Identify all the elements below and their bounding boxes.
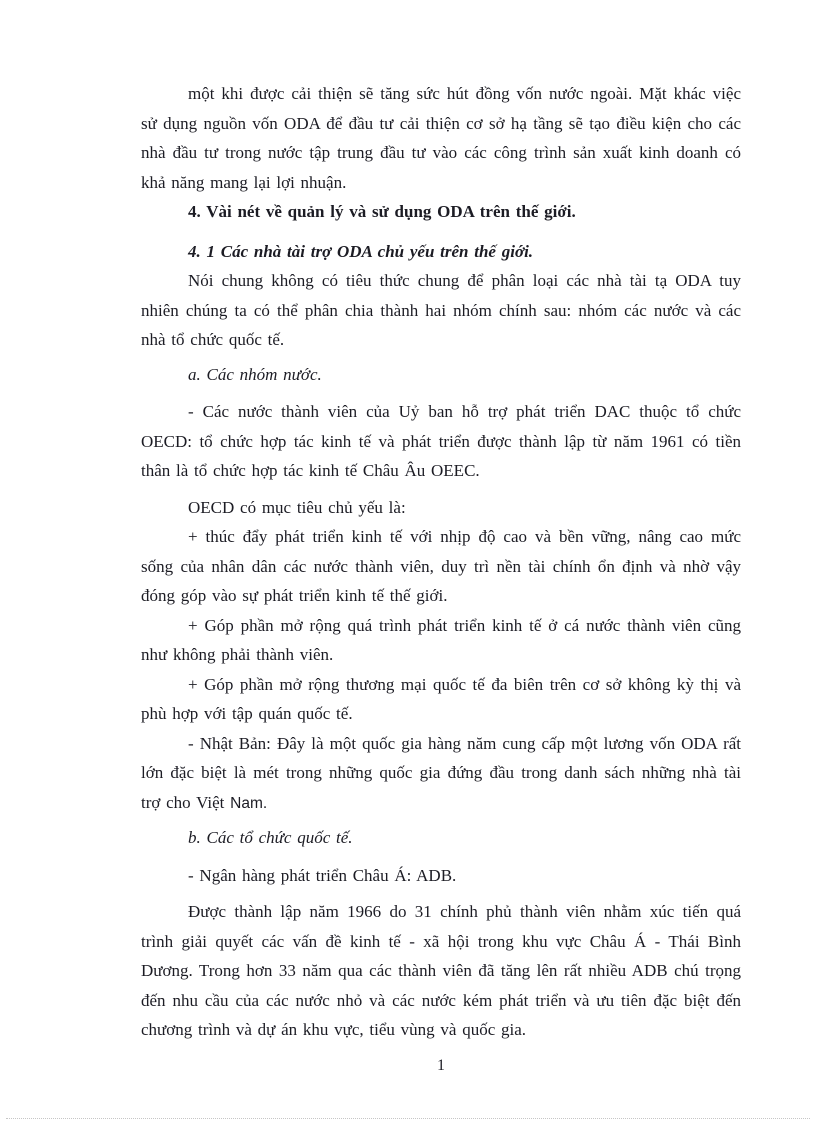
subheading-b-international-orgs: b. Các tổ chức quốc tế.	[188, 828, 353, 847]
paragraph-dac-oecd: - Các nước thành viên của Uỷ ban hỗ trợ phát triển DAC thuộc tổ chức OECD: tổ chức hợp tác kinh tế và phát triển được thành lập từ năm 1961 có tiền thân là tổ chức hợp tác kinh tế Châu Âu OEEC.	[141, 402, 741, 480]
page-number: 1	[437, 1057, 445, 1074]
page-body	[141, 79, 741, 1045]
paragraph-oecd-goal-3: + Góp phần mở rộng thương mại quốc tế đa biên trên cơ sở không kỳ thị và phù hợp với tập quán quốc tế.	[141, 674, 741, 723]
paragraph-intro: một khi được cải thiện sẽ tăng sức hút đồng vốn nước ngoài. Mặt khác việc sử dụng nguồn vốn ODA để đầu tư cải thiện cơ sở hạ tầng sẽ tạo điều kiện cho các nhà đầu tư trong nước tập trung đầu tư vào các công trình sản xuất kinh doanh có khả năng mang lại lợi nhuận.	[141, 84, 741, 192]
paragraph-oecd-goal-1: + thúc đẩy phát triển kinh tế với nhịp độ cao và bền vững, nâng cao mức sống của nhân dân các nước thành viên, duy trì nền tài chính ổn định và nhờ vậy đóng góp vào sự phát triển kinh tế thế giới.	[141, 527, 741, 605]
paragraph-classification: Nói chung không có tiêu thức chung để phân loại các nhà tài tạ ODA tuy nhiên chúng ta có thể phân chia thành hai nhóm chính sau: nhóm các nước và các nhà tổ chức quốc tế.	[141, 271, 741, 349]
paragraph-oecd-goals-lead: OECD có mục tiêu chủ yếu là:	[188, 497, 406, 517]
paragraph-japan-suffix: Nam.	[230, 794, 268, 812]
paragraph-japan	[141, 729, 741, 819]
paragraph-japan-text: - Nhật Bản: Đây là một quốc gia hàng năm cung cấp một lương vốn ODA rất lớn đặc biệt là mét trong những quốc gia đứng đầu trong danh sách những nhà tài trợ cho Việt	[141, 733, 741, 812]
paragraph-adb-detail: Được thành lập năm 1966 do 31 chính phủ thành viên nhằm xúc tiến quá trình giải quyết các vấn đề kinh tế - xã hội trong khu vực Châu Á - Thái Bình Dương. Trong hơn 33 năm qua các thành viên đã tăng lên rất nhiều ADB chú trọng đến nhu cầu của các nước nhỏ và các nước kém phát triển và ưu tiên đặc biệt đến chương trình và dự án khu vực, tiểu vùng và quốc gia.	[141, 902, 741, 1039]
paragraph-oecd-goal-2: + Góp phần mở rộng quá trình phát triển kinh tế ở cá nước thành viên cũng như không phải thành viên.	[141, 615, 741, 664]
subheading-a-country-groups: a. Các nhóm nước.	[188, 364, 322, 384]
heading-section-4: 4. Vài nét về quản lý và sử dụng ODA trên thế giới.	[188, 202, 576, 221]
footer-dotted-line	[6, 1118, 810, 1119]
heading-section-4-1: 4. 1 Các nhà tài trợ ODA chủ yếu trên thế giới.	[188, 241, 534, 261]
paragraph-adb-lead: - Ngân hàng phát triển Châu Á: ADB.	[188, 865, 457, 885]
